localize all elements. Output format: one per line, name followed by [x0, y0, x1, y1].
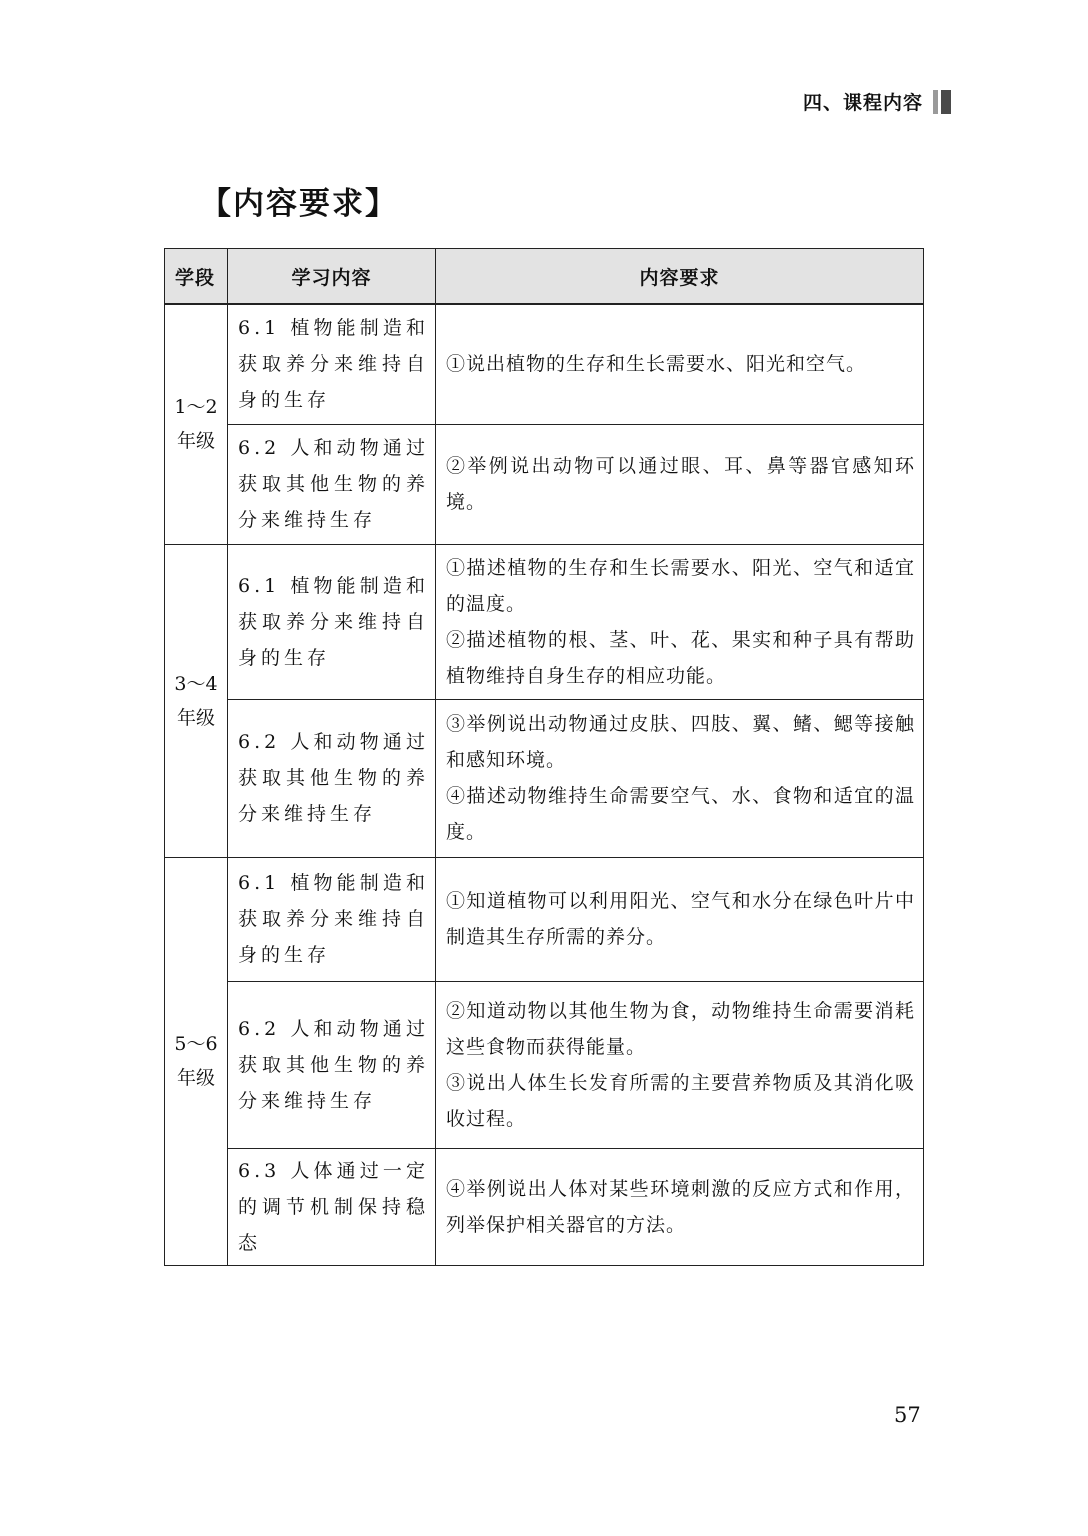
table-row — [165, 1148, 924, 1265]
requirement-cell — [436, 857, 924, 981]
requirement-item: ①知道植物可以利用阳光、空气和水分在绿色叶片中制造其生存所需的养分。 — [446, 890, 915, 948]
content-requirements-table — [164, 248, 924, 1266]
table-row — [165, 544, 924, 699]
topic-cell: 6.2 人和动物通过获取其他生物的养分来维持生存 — [228, 699, 436, 857]
stage-range: 3～4 — [174, 672, 218, 695]
topic-cell: 6.1 植物能制造和获取养分来维持自身的生存 — [228, 857, 436, 981]
stage-unit: 年级 — [176, 430, 215, 453]
stage-cell — [165, 857, 228, 1265]
requirement-cell — [436, 304, 924, 424]
stage-range: 5～6 — [174, 1033, 218, 1055]
requirement-cell — [436, 1148, 924, 1265]
requirement-item: ④举例说出人体对某些环境刺激的反应方式和作用，列举保护相关器官的方法。 — [446, 1177, 915, 1236]
header-topic: 学习内容 — [228, 249, 436, 305]
topic-cell: 6.2 人和动物通过获取其他生物的养分来维持生存 — [228, 981, 436, 1148]
stage-unit: 年级 — [176, 706, 215, 729]
table-row — [165, 304, 924, 424]
section-title: 【内容要求】 — [200, 186, 398, 222]
requirement-cell — [436, 544, 924, 699]
requirement-item: ②知道动物以其他生物为食，动物维持生命需要消耗这些食物而获得能量。 — [446, 999, 915, 1058]
table-row — [165, 857, 924, 981]
table-row — [165, 699, 924, 857]
requirement-item: ③说出人体生长发育所需的主要营养物质及其消化吸收过程。 — [446, 1071, 915, 1130]
requirement-item: ②举例说出动物可以通过眼、耳、鼻等器官感知环境。 — [446, 455, 915, 513]
requirement-item: ④描述动物维持生命需要空气、水、食物和适宜的温度。 — [446, 785, 915, 843]
requirement-item: ①说出植物的生存和生长需要水、阳光和空气。 — [446, 353, 867, 376]
topic-cell: 6.1 植物能制造和获取养分来维持自身的生存 — [228, 544, 436, 699]
topic-cell: 6.2 人和动物通过获取其他生物的养分来维持生存 — [228, 424, 436, 544]
table-header-row — [165, 249, 924, 305]
page-number: 57 — [894, 1403, 921, 1427]
running-head-bar-icon — [933, 90, 951, 114]
requirement-item: ②描述植物的根、茎、叶、花、果实和种子具有帮助植物维持自身生存的相应功能。 — [446, 628, 915, 687]
running-head — [803, 88, 951, 115]
stage-unit: 年级 — [176, 1067, 215, 1089]
stage-cell — [165, 304, 228, 544]
header-stage: 学段 — [165, 249, 228, 305]
stage-cell — [165, 544, 228, 857]
stage-range: 1～2 — [174, 396, 218, 419]
topic-cell: 6.1 植物能制造和获取养分来维持自身的生存 — [228, 304, 436, 424]
running-head-text: 四、课程内容 — [802, 92, 923, 114]
topic-cell: 6.3 人体通过一定的调节机制保持稳态 — [228, 1148, 436, 1265]
requirement-cell — [436, 699, 924, 857]
requirement-item: ③举例说出动物通过皮肤、四肢、翼、鳍、鳃等接触和感知环境。 — [446, 713, 915, 771]
header-requirement: 内容要求 — [436, 249, 924, 305]
table-row — [165, 424, 924, 544]
requirement-cell — [436, 424, 924, 544]
requirement-cell — [436, 981, 924, 1148]
requirement-item: ①描述植物的生存和生长需要水、阳光、空气和适宜的温度。 — [446, 556, 915, 615]
table-row — [165, 981, 924, 1148]
